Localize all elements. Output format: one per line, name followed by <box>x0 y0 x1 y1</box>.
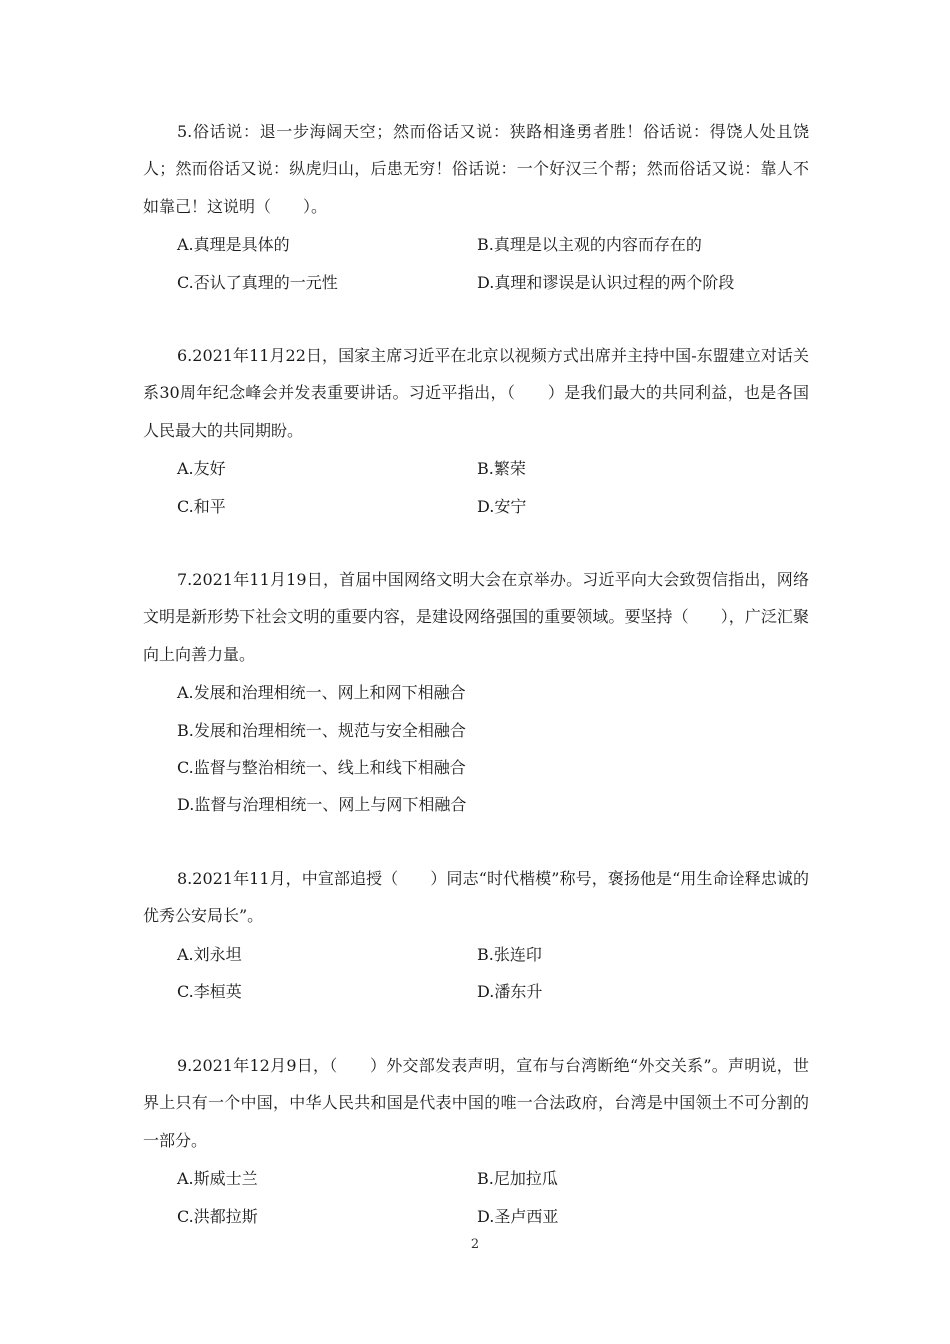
question-stem: 7.2021年11月19日，首届中国网络文明大会在京举办。习近平向大会致贺信指出，网络文明是新形势下社会文明的重要内容，是建设网络强国的重要领域。要坚持（ ），广泛汇聚向上向善力量。 <box>143 570 809 664</box>
option-b: B.真理是以主观的内容而存在的 <box>477 235 702 255</box>
option-a: A.斯威士兰 <box>177 1169 258 1189</box>
question-5 <box>143 113 809 301</box>
page-number: 2 <box>470 1237 480 1252</box>
option-c: C.和平 <box>177 496 226 516</box>
question-options <box>143 936 809 1011</box>
question-stem: 6.2021年11月22日，国家主席习近平在北京以视频方式出席并主持中国-东盟建立对话关系30周年纪念峰会并发表重要讲话。习近平指出，（ ）是我们最大的共同利益，也是各国人民最大的共同期盼。 <box>143 346 809 440</box>
option-d: D.圣卢西亚 <box>477 1206 559 1226</box>
question-options <box>143 1160 809 1235</box>
option-d: D.监督与治理相统一、网上与网下相融合 <box>177 795 467 815</box>
question-stem: 8.2021年11月，中宣部追授（ ）同志“时代楷模”称号，褒扬他是“用生命诠释忠诚的优秀公安局长”。 <box>143 869 809 926</box>
option-c: C.否认了真理的一元性 <box>177 272 338 292</box>
option-c: C.监督与整治相统一、线上和线下相融合 <box>177 758 466 777</box>
option-b: B.发展和治理相统一、规范与安全相融合 <box>177 720 466 740</box>
question-stem: 9.2021年12月9日，（ ）外交部发表声明，宣布与台湾断绝“外交关系”。声明说，世界上只有一个中国，中华人民共和国是代表中国的唯一合法政府，台湾是中国领土不可分割的一部分。 <box>143 1056 809 1150</box>
question-options <box>143 226 809 301</box>
option-a: A.真理是具体的 <box>177 235 290 255</box>
question-9 <box>143 1047 809 1235</box>
question-stem: 5.俗话说：退一步海阔天空；然而俗话又说：狭路相逢勇者胜！俗话说：得饶人处且饶人；然而俗话又说：纵虎归山，后患无穷！俗话说：一个好汉三个帮；然而俗话又说：靠人不如靠己！这说明（ ）。 <box>143 122 809 216</box>
option-c: C.李桓英 <box>177 982 242 1002</box>
option-a: A.友好 <box>177 459 226 479</box>
option-c: C.洪都拉斯 <box>177 1206 258 1226</box>
question-6 <box>143 337 809 525</box>
question-options <box>143 674 809 824</box>
option-a: A.刘永坦 <box>177 944 242 964</box>
option-b: B.张连印 <box>477 944 542 964</box>
question-options <box>143 450 809 525</box>
option-d: D.真理和谬误是认识过程的两个阶段 <box>477 272 735 292</box>
option-a: A.发展和治理相统一、网上和网下相融合 <box>177 683 466 703</box>
option-d: D.潘东升 <box>477 982 543 1002</box>
option-b: B.尼加拉瓜 <box>477 1169 558 1189</box>
option-d: D.安宁 <box>477 496 527 516</box>
option-b: B.繁荣 <box>477 459 526 479</box>
question-7 <box>143 561 809 824</box>
question-8 <box>143 860 809 1011</box>
